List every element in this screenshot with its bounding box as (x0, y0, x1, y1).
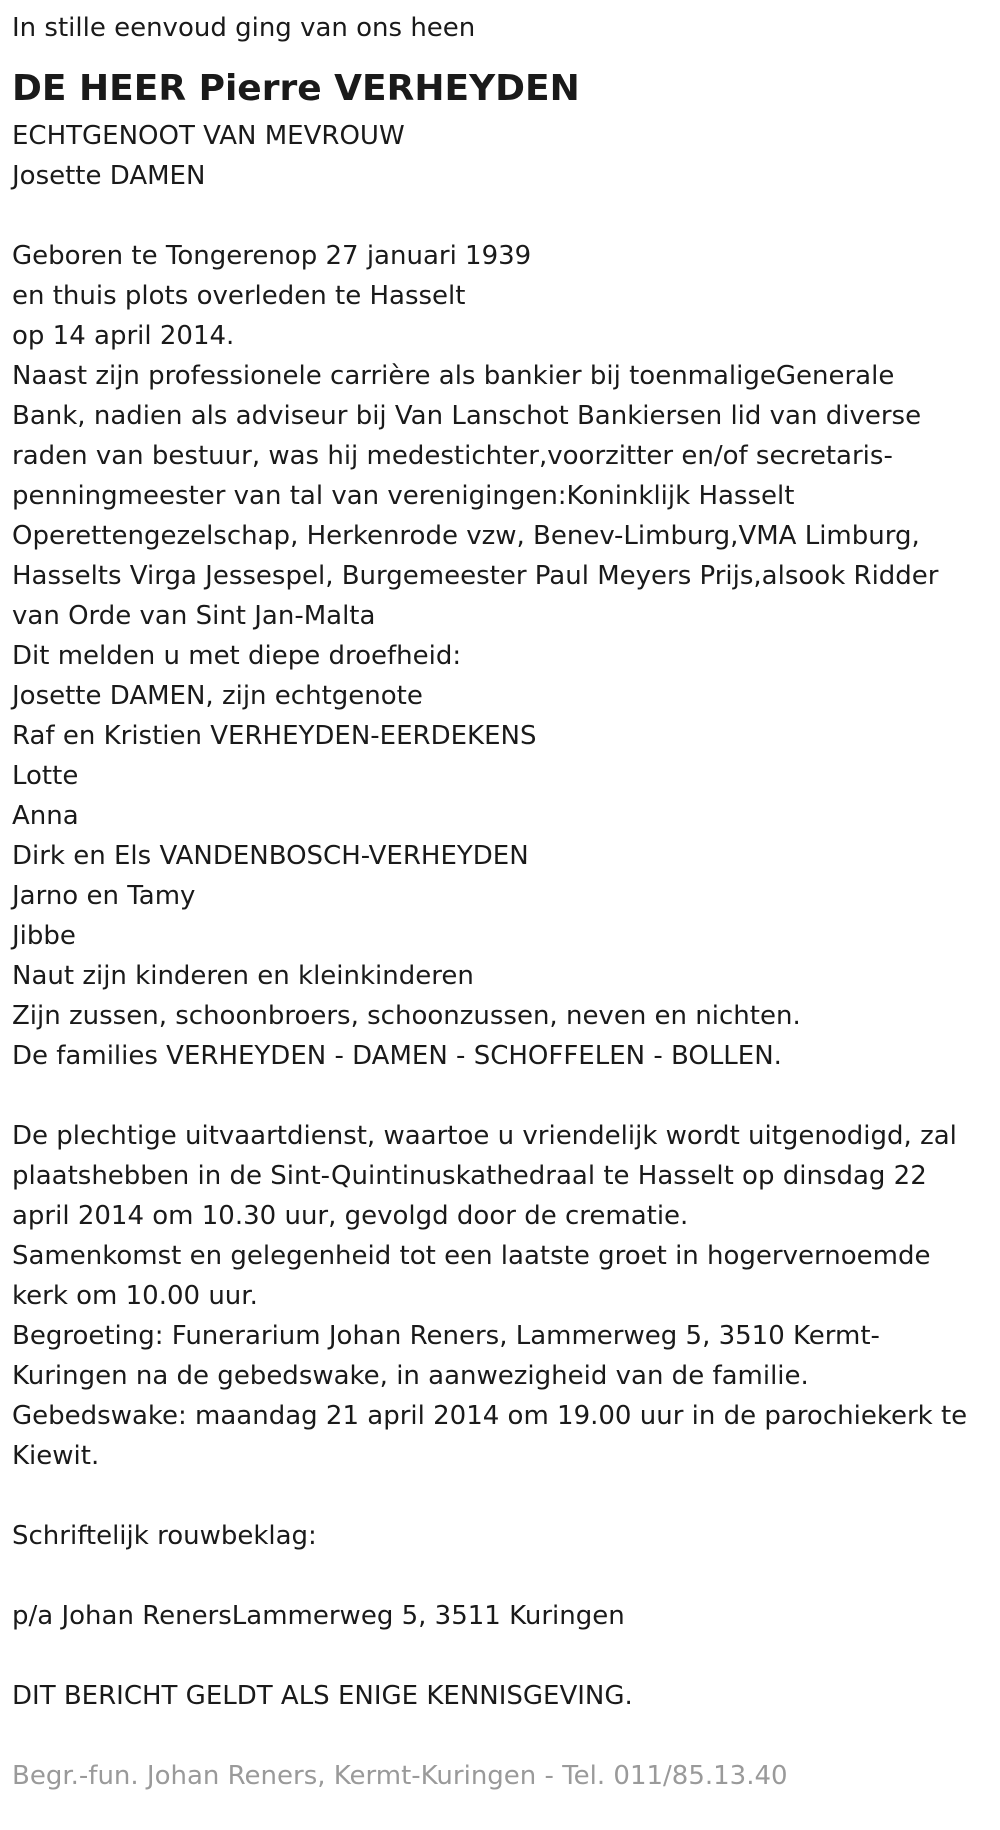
spacer (12, 196, 990, 236)
deceased-name: DE HEER Pierre VERHEYDEN (12, 68, 580, 109)
bio-line: Geboren te Tongerenop 27 januari 1939 (12, 241, 532, 271)
mourner-line: Jarno en Tamy (12, 881, 196, 911)
mourner-line: De families VERHEYDEN - DAMEN - SCHOFFELEN - BOLLEN. (12, 1041, 782, 1071)
service-line: Gebedswake: maandag 21 april 2014 om 19.00 uur in de parochiekerk te (12, 1401, 968, 1431)
service-line: De plechtige uitvaartdienst, waartoe u vriendelijk wordt uitgenodigd, zal (12, 1121, 957, 1151)
mourner-line: Naut zijn kinderen en kleinkinderen (12, 961, 474, 991)
mourner-line: Josette DAMEN, zijn echtgenote (12, 681, 423, 711)
spouse-label: ECHTGENOOT VAN MEVROUW (12, 121, 405, 151)
spacer (12, 1556, 990, 1596)
mourner-line: Anna (12, 801, 79, 831)
mourner-line: Lotte (12, 761, 79, 791)
bio-line: van Orde van Sint Jan-Malta (12, 601, 376, 631)
spacer (12, 1716, 990, 1756)
biography (12, 236, 990, 636)
service-line: Begroeting: Funerarium Johan Reners, Lammerweg 5, 3510 Kermt- (12, 1321, 880, 1351)
spacer (12, 1636, 990, 1676)
mourner-line: Zijn zussen, schoonbroers, schoonzussen, neven en nichten. (12, 1001, 801, 1031)
bio-line: Naast zijn professionele carrière als bankier bij toenmaligeGenerale (12, 361, 895, 391)
mourners-intro: Dit melden u met diepe droefheid: (12, 641, 462, 671)
service-line: kerk om 10.00 uur. (12, 1281, 258, 1311)
spacer (12, 1076, 990, 1116)
mourner-line: Raf en Kristien VERHEYDEN-EERDEKENS (12, 721, 537, 751)
bio-line: penningmeester van tal van verenigingen:Koninklijk Hasselt (12, 481, 795, 511)
condolence-address: p/a Johan RenersLammerweg 5, 3511 Kuringen (12, 1601, 625, 1631)
bio-line: op 14 april 2014. (12, 321, 235, 351)
intro-text: In stille eenvoud ging van ons heen (12, 13, 476, 43)
bio-line: raden van bestuur, was hij medestichter,voorzitter en/of secretaris- (12, 441, 893, 471)
bio-line: en thuis plots overleden te Hasselt (12, 281, 466, 311)
mourners-list (12, 676, 990, 1076)
bio-line: Hasselts Virga Jessespel, Burgemeester Paul Meyers Prijs,alsook Ridder (12, 561, 939, 591)
mourner-line: Dirk en Els VANDENBOSCH-VERHEYDEN (12, 841, 529, 871)
service-line: april 2014 om 10.30 uur, gevolgd door de crematie. (12, 1201, 689, 1231)
spouse-name: Josette DAMEN (12, 161, 206, 191)
service-details (12, 1116, 990, 1476)
bio-line: Operettengezelschap, Herkenrode vzw, Benev-Limburg,VMA Limburg, (12, 521, 920, 551)
spacer (12, 1476, 990, 1516)
service-line: plaatshebben in de Sint-Quintinuskathedraal te Hasselt op dinsdag 22 (12, 1161, 927, 1191)
bio-line: Bank, nadien als adviseur bij Van Lanschot Bankiersen lid van diverse (12, 401, 922, 431)
service-line: Kiewit. (12, 1441, 100, 1471)
funeral-home-footer: Begr.-fun. Johan Reners, Kermt-Kuringen - Tel. 011/85.13.40 (12, 1761, 788, 1791)
condolence-label: Schriftelijk rouwbeklag: (12, 1521, 317, 1551)
closing-statement: DIT BERICHT GELDT ALS ENIGE KENNISGEVING. (12, 1681, 633, 1711)
service-line: Kuringen na de gebedswake, in aanwezigheid van de familie. (12, 1361, 809, 1391)
mourner-line: Jibbe (12, 921, 76, 951)
service-line: Samenkomst en gelegenheid tot een laatste groet in hogervernoemde (12, 1241, 931, 1271)
